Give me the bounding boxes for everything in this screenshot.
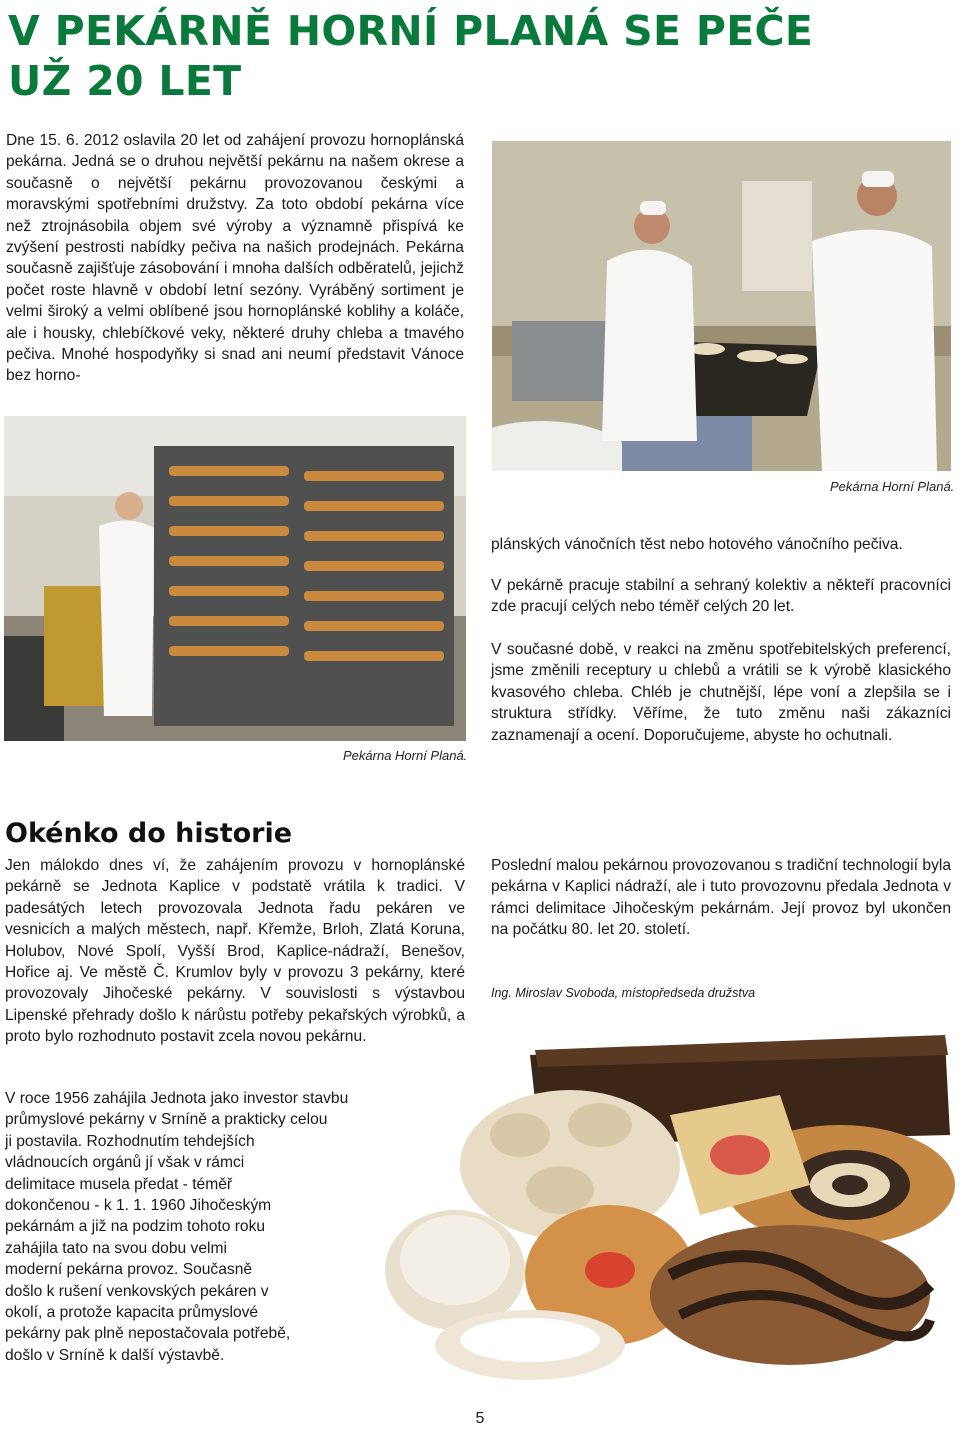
intro-paragraph: Dne 15. 6. 2012 oslavila 20 let od zahájení provozu hornoplánská pekárna. Jedná se o druhou největší pekárnu na našem okrese a současně o největší pekárnu provozovanou českými a moravskými spotřebními družstvy. Za toto období pekárna více než ztrojnásobila objem své výroby a významně přispívá ke zvýšení pestrosti nabídky pečiva na našich prodejnách. Pekárna současně zajišťuje zásobování i mnoha dalších odběratelů, jejichž počet roste hlavně v období letní sezóny. Vyráběný sortiment je velmi široký a velmi oblíbené jsou hornoplánské koblihy a koláče, ale i housky, chlebíčkové veky, některé druhy chleba a tmavého pečiva. Mnohé hospodyňky si snad ani neumí představit Vánoce bez horno-: [6, 132, 464, 385]
history-line: pekárny pak plně nepostačovala potřebě,: [5, 1325, 291, 1343]
pastry-racks-photo: [4, 416, 466, 741]
history-line: došlo k rušení venkovských pekáren v: [5, 1282, 269, 1300]
staff-paragraph: V pekárně pracuje stabilní a sehraný kolektiv a někteří pracovníci zde pracují celých nebo téměř celých 20 let.: [491, 577, 951, 616]
history-line: vládnoucích orgánů jí však v rámci: [5, 1154, 245, 1172]
history-line: pekárnám a již na podzim tohoto roku: [5, 1218, 266, 1236]
author-signature: Ing. Miroslav Svoboda, místopředseda družstva: [491, 986, 756, 1000]
page-number: 5: [475, 1410, 485, 1427]
continuation-paragraph: plánských vánočních těst nebo hotového vánočního pečiva.: [491, 536, 903, 553]
current-paragraph: V současné době, v reakci na změnu spotřebitelských preferencí, jsme změnili receptury u chlebů a vrátili se k výrobě klasického kvasového chleba. Chléb je chutnější, lépe voní a zlepšila se i struktura střídky. Věříme, že tuto změnu naši zákazníci zaznamenají a ocení. Doporučujeme, abyste ho ochutnali.: [491, 641, 951, 744]
history-line: ji postavila. Rozhodnutím tehdejších: [5, 1132, 255, 1150]
article-title-line1: V PEKÁRNĚ HORNÍ PLANÁ SE PEČE: [8, 7, 814, 55]
history-line: dokončenou - k 1. 1. 1960 Jihočeským: [5, 1197, 272, 1215]
history-line: V roce 1956 zahájila Jednota jako investor stavbu: [5, 1090, 349, 1107]
article-title: [8, 6, 908, 106]
photo-caption-workers: Pekárna Horní Planá.: [830, 479, 955, 494]
pastries-photo: [370, 1015, 960, 1380]
history-paragraph-1: Jen málokdo dnes ví, že zahájením provozu v hornoplánské pekárně se Jednota Kaplice v podstatě vrátila k tradici. V padesátých letech provozovala Jednota řadu pekáren ve vesnicích a malých městech, např. Křemže, Brloh, Zlatá Koruna, Holubov, Nové Spolí, Vyšší Brod, Kaplice-nádraží, Benešov, Hořice aj. Ve městě Č. Krumlov byly v provozu 3 pekárny, které provozovaly Jihočeské pekárny. V souvislosti s výstavbou Lipenské přehrady došlo k nárůstu potřeby pekařských výrobků, a proto bylo rozhodnuto postavit zcela novou pekárnu.: [5, 857, 465, 1046]
history-paragraph-3: Poslední malou pekárnou provozovanou s tradiční technologií byla pekárna v Kaplici nádraží, ale i tuto provozovnu předala Jednota v rámci delimitace Jihočeským pekárnám. Její provoz byl ukončen na počátku 80. let 20. století.: [491, 857, 951, 939]
bakery-workers-photo: [492, 141, 951, 471]
article-title-line2: UŽ 20 LET: [8, 57, 242, 105]
history-line: delimitace musela předat - téměř: [5, 1175, 233, 1193]
history-line: okolí, a protože kapacita průmyslové: [5, 1304, 259, 1322]
photo-caption-racks: Pekárna Horní Planá.: [343, 748, 468, 763]
history-line: zahájila tato na svou dobu velmi: [5, 1239, 227, 1257]
history-line: průmyslové pekárny v Srníně a prakticky celou: [5, 1111, 328, 1129]
history-line: došlo v Srníně k další výstavbě.: [5, 1346, 225, 1364]
history-paragraph-2: [5, 1088, 395, 1366]
history-line: moderní pekárna provoz. Současně: [5, 1261, 253, 1279]
history-heading: Okénko do historie: [5, 818, 293, 849]
